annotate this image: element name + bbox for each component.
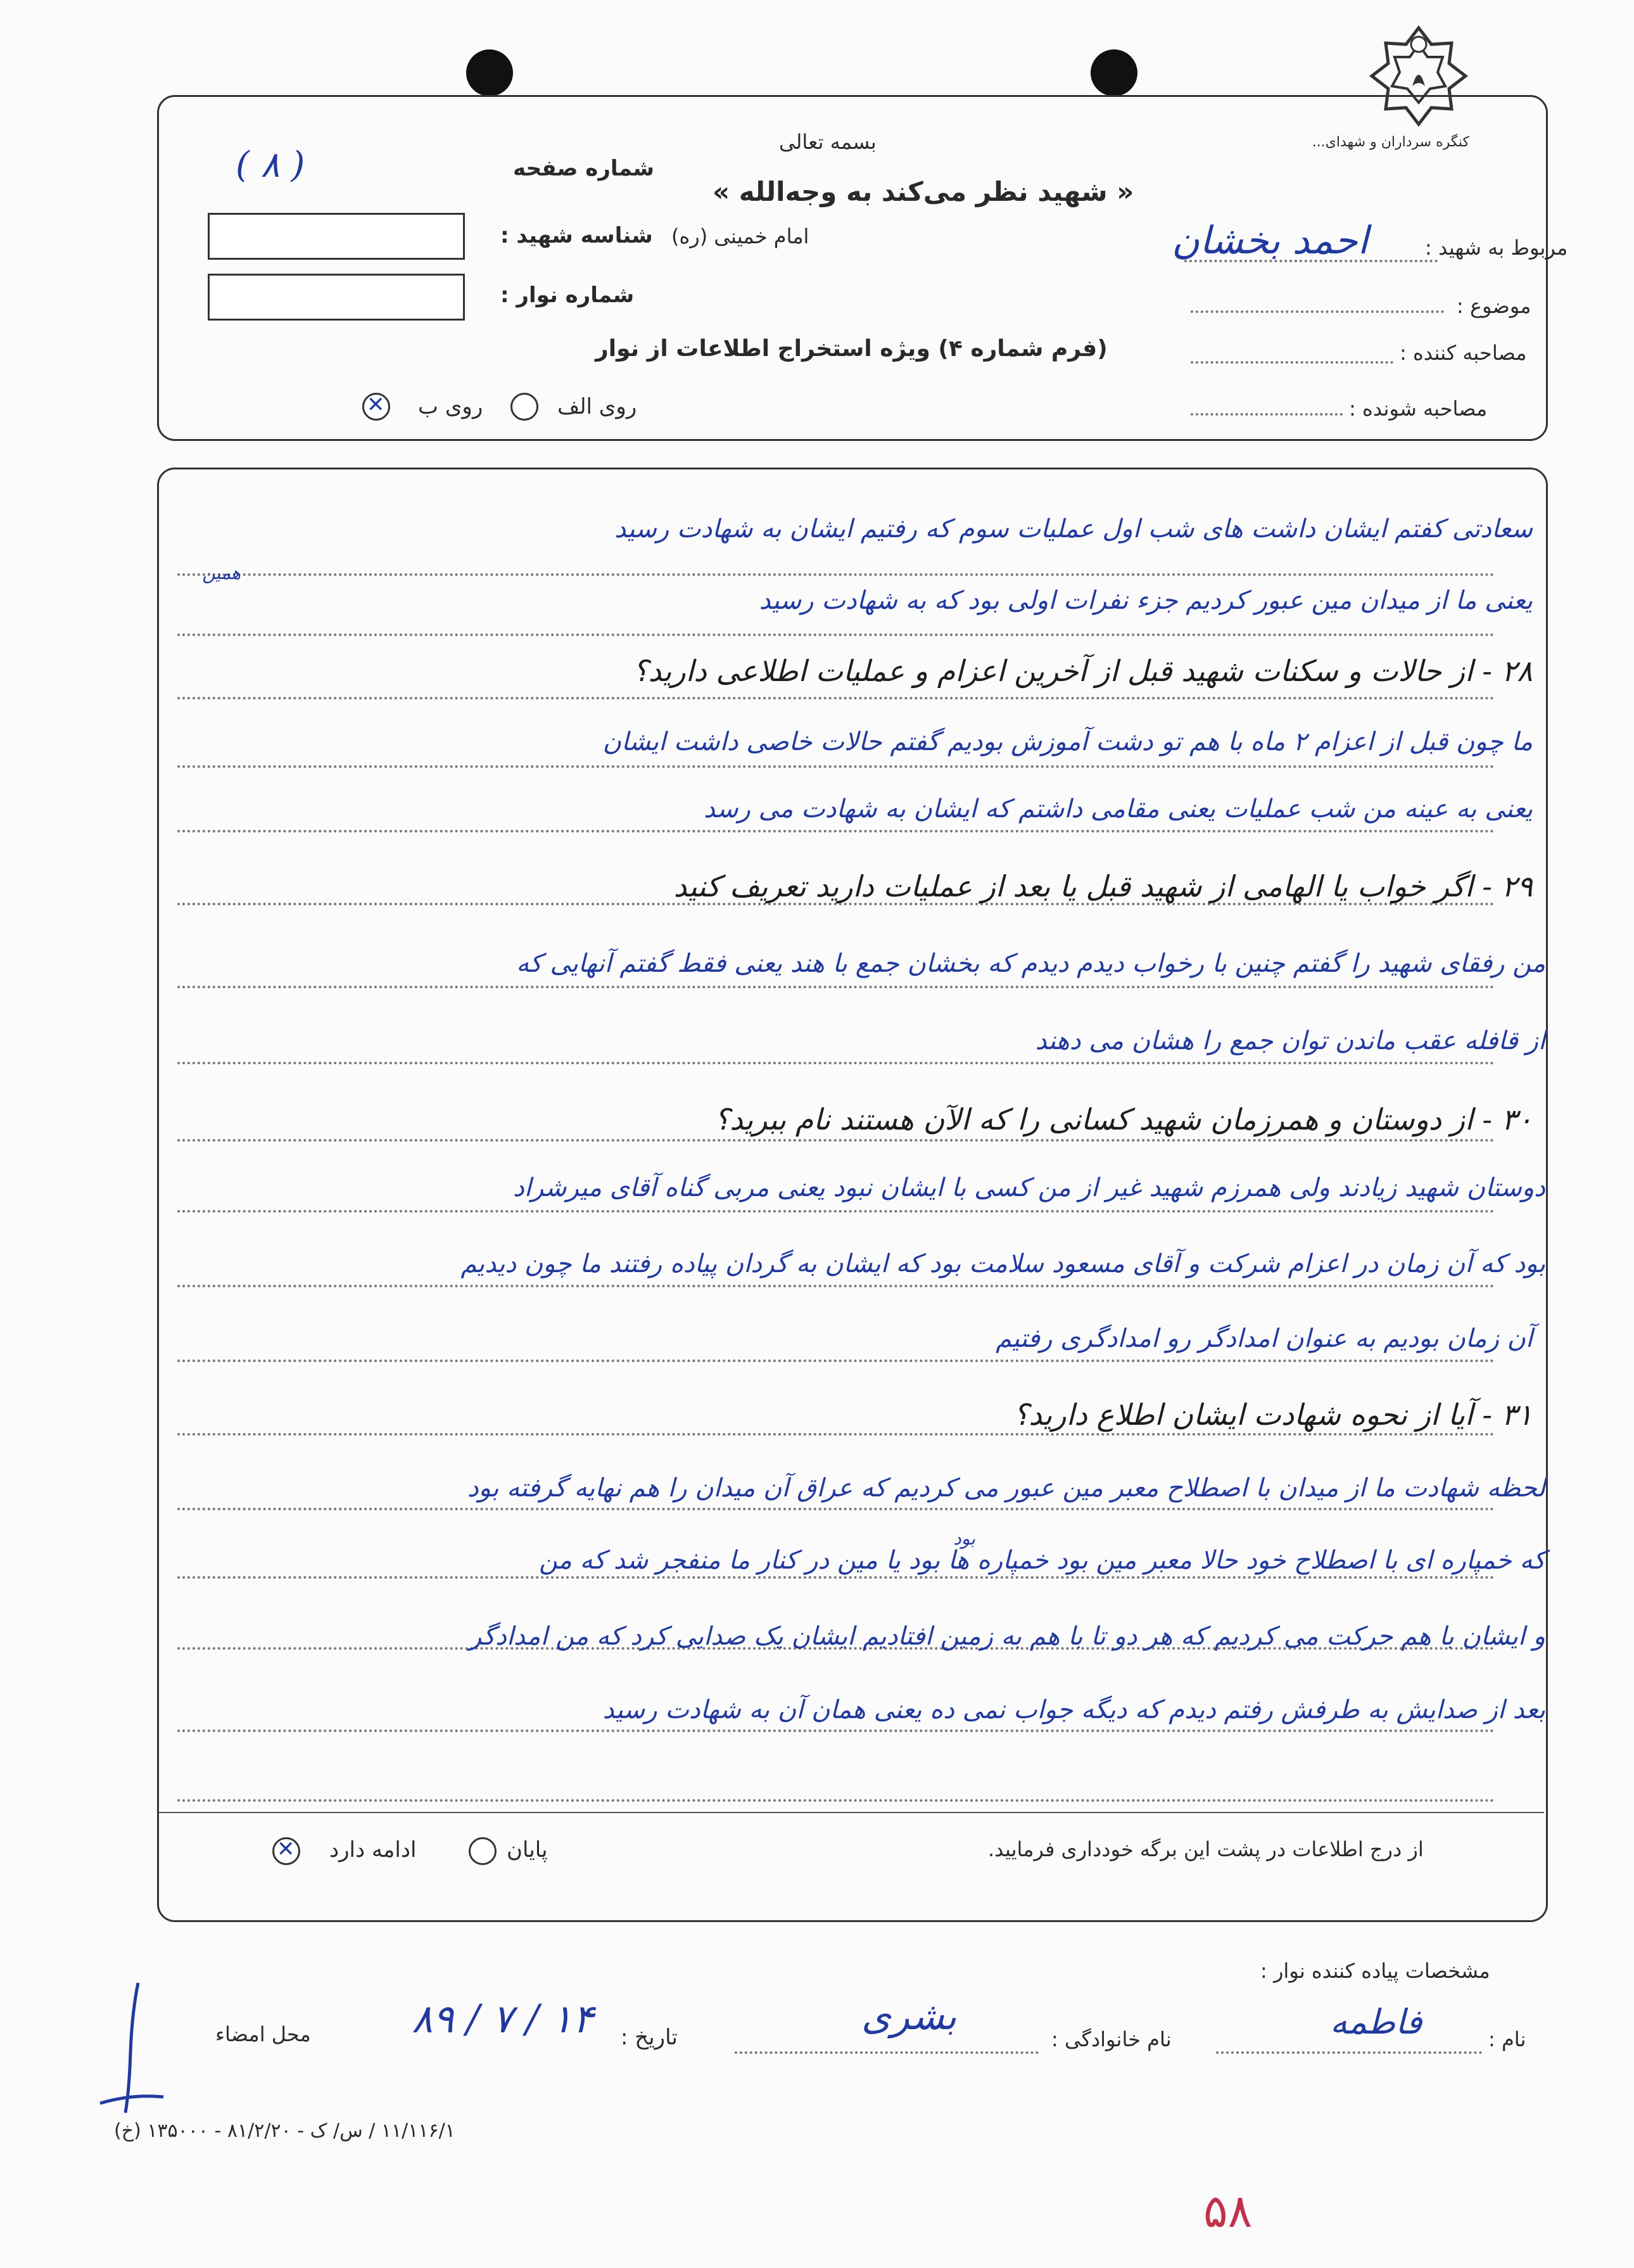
page-number-value: ( ۸ ) [236, 144, 305, 186]
answer-line: بعد از صدایش به طرفش رفتم دیدم که دیگه جواب نمی ده یعنی همان آن به شهادت رسید [602, 1695, 1545, 1724]
last-name-label: نام خانوادگی : [1051, 2027, 1172, 2051]
answer-line: از قافله عقب ماندن توان جمع را هشان می دهند [1035, 1026, 1545, 1055]
first-name-label: نام : [1488, 2027, 1526, 2051]
side-a-label: روی الف [557, 394, 637, 419]
related-martyr-value: احمد بخشان [1172, 219, 1369, 263]
related-martyr-line [1184, 260, 1438, 262]
date-value: ۸۹ / ۷ / ۱۴ [412, 1996, 594, 2042]
answer-line: یعنی به عینه من شب عملیات یعنی مقامی داشتم که ایشان به شهادت می رسد [703, 794, 1533, 824]
ruled-line [177, 1730, 1495, 1732]
martyr-id-field[interactable] [208, 213, 465, 260]
bismillah: بسمه تعالی [779, 130, 877, 154]
ruled-line [177, 1799, 1495, 1802]
motto-author: امام خمینی (ره) [671, 224, 809, 248]
answer-line: من رفقای شهید را گفتم چنین با رخواب دیدم دیدم که بخشان جمع با هند یعنی فقط گفتم آنهایی که [516, 949, 1545, 978]
continues-label: ادامه دارد [329, 1837, 417, 1863]
ruled-line [177, 1062, 1495, 1064]
question-31: ۳۱ - آیا از نحوه شهادت ایشان اطلاع دارید؟ [1013, 1398, 1533, 1432]
page-stamp: ۵۸ [1203, 2184, 1253, 2238]
motto: « شهید نظر می‌کند به وجه‌الله » [712, 176, 1134, 207]
ruled-line [177, 1139, 1495, 1142]
end-label: پایان [507, 1837, 548, 1863]
punch-hole-left [466, 49, 513, 96]
interviewer-label: مصاحبه کننده : [1400, 341, 1527, 365]
ruled-line [177, 697, 1495, 699]
interviewer-line [1191, 361, 1393, 364]
ruled-line [177, 1285, 1495, 1287]
answer-line: آن زمان بودیم به عنوان امدادگر رو امدادگری رفتیم [996, 1324, 1533, 1353]
logo-caption: کنگره سرداران و شهدای... [1312, 134, 1469, 150]
side-a-radio[interactable] [510, 393, 538, 421]
punch-hole-right [1091, 49, 1137, 96]
date-label: تاریخ : [621, 2025, 678, 2050]
subject-line [1191, 310, 1444, 313]
end-radio[interactable] [469, 1837, 497, 1865]
first-name-line [1216, 2051, 1482, 2054]
ruled-line [177, 1210, 1495, 1213]
ruled-line [177, 573, 1495, 576]
interviewee-line [1191, 413, 1343, 416]
interviewee-label: مصاحبه شونده : [1349, 397, 1488, 421]
ruled-line [177, 1360, 1495, 1362]
ruled-line [177, 765, 1495, 768]
subject-label: موضوع : [1457, 294, 1531, 318]
related-martyr-label: مربوط به شهید : [1425, 236, 1568, 260]
answer-line: ما چون قبل از اعزام ۲ ماه با هم تو دشت آموزش بودیم گفتم حالات خاصی داشت ایشان [602, 727, 1533, 756]
side-b-radio[interactable] [362, 393, 390, 421]
page-number-label: شماره صفحه [513, 156, 654, 181]
answer-line: دوستان شهید زیادند ولی همرزم شهید غیر از من کسی با ایشان نبود یعنی مربی گناه آقای میرشراد [512, 1173, 1545, 1202]
answer-line: و ایشان با هم حرکت می کردیم که هر دو تا با هم به زمین افتادیم ایشان یک صدایی کرد که من امدادگر [469, 1622, 1545, 1651]
logo [1312, 25, 1469, 165]
signature-label: محل امضاء [215, 2022, 311, 2046]
last-name-value: بشری [861, 1994, 957, 2039]
tape-number-label: شماره نوار : [500, 283, 635, 308]
answer-insert: همین [202, 563, 241, 583]
answer-line: بود که آن زمان در اعزام شرکت و آقای مسعود سلامت بود که ایشان به گردان پیاده رفتند ما چون دیدیم [460, 1249, 1545, 1278]
back-notice: از درج اطلاعات در پشت این برگه خودداری فرمایید. [988, 1837, 1424, 1861]
first-name-value: فاطمه [1330, 2002, 1422, 2042]
form-title: (فرم شماره ۴) ویژه استخراج اطلاعات از نوار [595, 336, 1108, 362]
question-28: ۲۸ - از حالات و سکنات شهید قبل از آخرین اعزام و عملیات اطلاعی دارید؟ [633, 654, 1533, 688]
form-code: ۱۱/۱۱۶/۱ / س/ ک - ۸۱/۲/۲۰ - ۱۳۵۰۰۰ (خ) [114, 2120, 455, 2142]
ruled-line [177, 1508, 1495, 1510]
signature [94, 1977, 170, 2122]
footer-divider [158, 1812, 1544, 1813]
continues-radio[interactable] [272, 1837, 300, 1865]
side-b-label: روی ب [418, 394, 483, 419]
answer-line: یعنی ما از میدان مین عبور کردیم جزء نفرات اولی بود که به شهادت رسید [759, 586, 1533, 615]
ruled-line [177, 830, 1495, 832]
ruled-line [177, 634, 1495, 636]
last-name-line [735, 2051, 1039, 2054]
question-30: ۳۰ - از دوستان و همرزمان شهید کسانی را که الآن هستند نام ببرید؟ [714, 1102, 1533, 1137]
tape-number-field[interactable] [208, 274, 465, 321]
ruled-line [177, 1433, 1495, 1436]
answer-line: لحظه شهادت ما از میدان با اصطلاح معبر مین عبور می کردیم که عراق آن میدان را هم نهایه گرفته بود [467, 1474, 1545, 1503]
answer-insert: بود [953, 1528, 975, 1549]
answer-line: سعادتی کفتم ایشان داشت های شب اول عملیات سوم که رفتیم ایشان به شهادت رسید [614, 514, 1533, 544]
ruled-line [177, 986, 1495, 988]
ruled-line [177, 1576, 1495, 1579]
transcriber-label: مشخصات پیاده کننده نوار : [1260, 1959, 1490, 1983]
question-29: ۲۹ - اگر خواب یا الهامی از شهید قبل یا بعد از عملیات دارید تعریف کنید [673, 869, 1533, 903]
martyr-id-label: شناسه شهید : [500, 223, 653, 248]
emblem-icon [1368, 25, 1469, 133]
answer-line: که خمپاره ای با اصطلاح خود حالا معبر مین بود خمپاره ها بود یا مین در کنار ما منفجر شد که من [539, 1546, 1545, 1575]
